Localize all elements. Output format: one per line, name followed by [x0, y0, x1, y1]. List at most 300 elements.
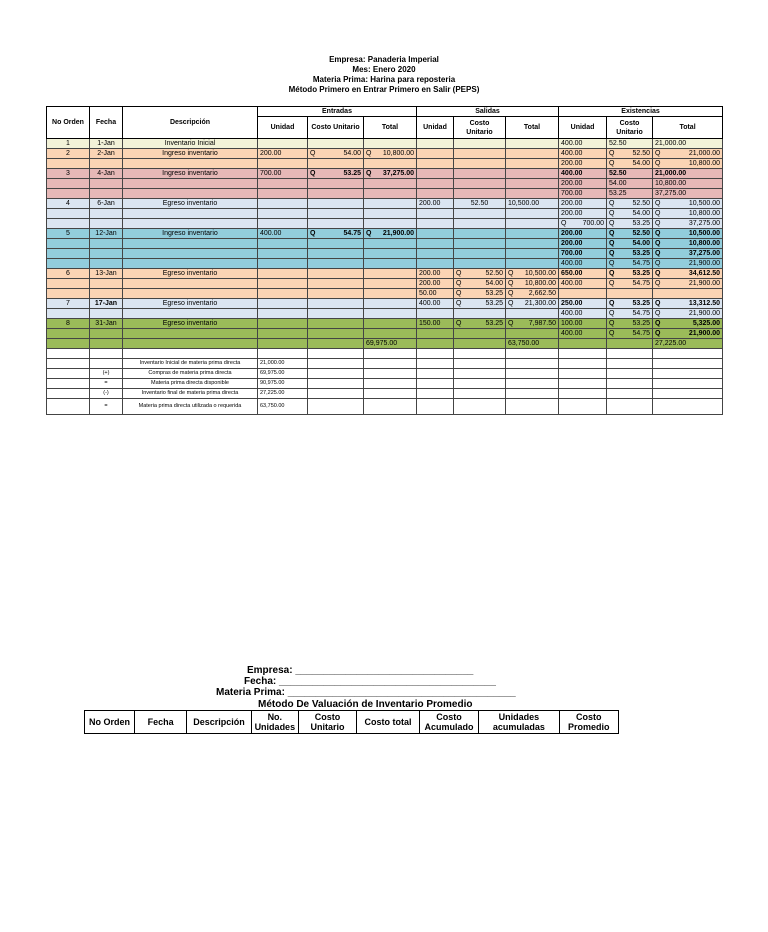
cell-existencias-total: [653, 319, 723, 329]
table-row: [47, 179, 723, 189]
existencias-unidad-value: 200.00: [561, 200, 583, 207]
cell-existencias-costo-value: 53.25: [632, 270, 651, 277]
existencias-unidad-value: 200.00: [561, 240, 583, 247]
no-orden-value: 4: [66, 200, 70, 207]
cell-no-orden: [47, 169, 90, 179]
cell-salidas-unidad: [417, 299, 454, 309]
summary-empty: [417, 389, 454, 399]
cell-entradas-unidad: [258, 179, 308, 189]
cell-existencias-total-value: 10,800.00: [688, 210, 721, 217]
cell-salidas-unidad: [417, 159, 454, 169]
cell-entradas-costo: [308, 189, 364, 199]
cell-existencias-total-value: 21,000.00: [655, 170, 687, 177]
cell-existencias-costo-value: 53.25: [609, 190, 627, 197]
cell-existencias-total-value: 37,275.00: [688, 220, 721, 227]
cell-salidas-unidad: [417, 149, 454, 159]
cell-existencias-costo-value: 52.50: [632, 230, 651, 237]
table-row: [47, 149, 723, 159]
cell-existencias-unidad: [559, 249, 607, 259]
col-entradas-total: Total: [364, 117, 417, 139]
cell-existencias-total-value: 10,500.00: [688, 200, 721, 207]
form-materia: Materia Prima: _________________________________________: [216, 687, 516, 698]
table-row: [47, 279, 723, 289]
cell-existencias-costo: [607, 199, 653, 209]
cell-salidas-unidad: [417, 209, 454, 219]
cell-existencias-costo: [607, 249, 653, 259]
cell-salidas-total: [506, 319, 559, 329]
cell-existencias-costo-value: 53.25: [632, 300, 651, 307]
cell-existencias-unidad: [559, 189, 607, 199]
existencias-unidad-value: 200.00: [561, 180, 583, 187]
existencias-unidad-value: 250.00: [561, 300, 583, 307]
cell-salidas-total: [506, 299, 559, 309]
no-orden-value: 7: [66, 300, 70, 307]
cell-entradas-unidad: [258, 289, 308, 299]
cell-existencias-costo-currency: Q: [609, 320, 615, 327]
summary-empty: [607, 379, 653, 389]
cell-entradas-total: [364, 209, 417, 219]
cell-salidas-unidad: [417, 339, 454, 349]
cell-salidas-unidad: [417, 269, 454, 279]
cell-existencias-total-currency: Q: [655, 250, 661, 257]
summary-label: [123, 379, 258, 389]
existencias-unidad-value: 700.00: [582, 220, 605, 227]
fecha-value: 31-Jan: [95, 320, 117, 327]
cell-entradas-total: [364, 219, 417, 229]
cell-entradas-total: [364, 319, 417, 329]
summary-row: [47, 399, 723, 415]
existencias-unidad-value: 400.00: [561, 310, 583, 317]
cell-entradas-costo: [308, 139, 364, 149]
table-row: [47, 139, 723, 149]
cell-salidas-total: [506, 339, 559, 349]
cell-existencias-costo-currency: Q: [609, 250, 615, 257]
summary-blank: [47, 369, 90, 379]
cell-entradas-unidad: [258, 309, 308, 319]
cell-entradas-unidad: [258, 199, 308, 209]
cell-salidas-total: [506, 309, 559, 319]
cell-descripcion: [123, 299, 258, 309]
cell-salidas-total-value: 10,500.00: [524, 270, 557, 277]
summary-empty: [607, 349, 653, 359]
summary-sign-value: =: [104, 380, 108, 386]
cell-salidas-costo-value: 54.00: [485, 280, 503, 287]
cell-existencias-total: [653, 189, 723, 199]
table-row: [47, 229, 723, 239]
cell-salidas-unidad: [417, 139, 454, 149]
table-row: [47, 249, 723, 259]
cell-salidas-costo: [454, 299, 506, 309]
cell-salidas-total: [506, 279, 559, 289]
summary-blank: [47, 399, 90, 415]
cell-fecha: [90, 309, 123, 319]
cell-existencias-costo-currency: Q: [609, 200, 615, 207]
summary-value: [258, 359, 308, 369]
cell-existencias-total: [653, 169, 723, 179]
col-fecha: Fecha: [90, 107, 123, 139]
salidas-unidad-value: 50.00: [419, 290, 437, 297]
cell-existencias-total: [653, 209, 723, 219]
cell-fecha: [90, 329, 123, 339]
table-row: [47, 299, 723, 309]
cell-descripcion: [123, 219, 258, 229]
promedio-col-header: Fecha: [135, 711, 187, 734]
cell-entradas-costo: [308, 219, 364, 229]
summary-label: [123, 369, 258, 379]
cell-entradas-costo: [308, 339, 364, 349]
cell-existencias-unidad: [559, 329, 607, 339]
existencias-unidad-currency: Q: [561, 220, 567, 227]
cell-no-orden: [47, 259, 90, 269]
cell-existencias-unidad: [559, 229, 607, 239]
cell-fecha: [90, 279, 123, 289]
cell-entradas-total: [364, 339, 417, 349]
fecha-value: 4-Jan: [97, 170, 115, 177]
cell-salidas-total: [506, 249, 559, 259]
summary-amount-value: 27,225.00: [260, 390, 285, 396]
cell-no-orden: [47, 329, 90, 339]
summary-empty: [417, 349, 454, 359]
summary-empty: [417, 359, 454, 369]
cell-existencias-costo-value: 52.50: [632, 150, 651, 157]
table-row: [47, 219, 723, 229]
descripcion-value: Ingreso inventario: [162, 150, 218, 157]
cell-existencias-total: [653, 329, 723, 339]
cell-salidas-total-currency: Q: [508, 300, 514, 307]
summary-empty: [417, 369, 454, 379]
cell-no-orden: [47, 239, 90, 249]
cell-salidas-costo: [454, 229, 506, 239]
cell-salidas-costo: [454, 249, 506, 259]
cell-existencias-total-currency: Q: [655, 210, 661, 217]
cell-salidas-costo-value: 53.25: [485, 290, 503, 297]
cell-descripcion: [123, 239, 258, 249]
cell-entradas-total: [364, 229, 417, 239]
cell-salidas-total: [506, 169, 559, 179]
cell-existencias-costo-value: 54.00: [632, 240, 651, 247]
cell-descripcion: [123, 319, 258, 329]
cell-salidas-costo: [454, 189, 506, 199]
summary-empty: [559, 359, 607, 369]
group-existencias: Existencias: [559, 107, 723, 117]
cell-existencias-costo-value: 53.25: [632, 320, 651, 327]
cell-salidas-unidad: [417, 239, 454, 249]
cell-salidas-total-currency: Q: [508, 290, 514, 297]
cell-existencias-costo-currency: Q: [609, 330, 615, 337]
cell-salidas-costo-currency: Q: [456, 280, 462, 287]
peps-inventory-table: [46, 106, 723, 415]
cell-fecha: [90, 139, 123, 149]
summary-empty: [364, 379, 417, 389]
summary-empty: [559, 389, 607, 399]
cell-existencias-total-currency: Q: [655, 160, 661, 167]
cell-salidas-unidad: [417, 229, 454, 239]
summary-empty: [364, 399, 417, 415]
cell-existencias-total-currency: Q: [655, 150, 661, 157]
promedio-col-header: No. Unidades: [251, 711, 298, 734]
cell-fecha: [90, 319, 123, 329]
cell-existencias-total-value: 21,000.00: [688, 150, 721, 157]
summary-empty: [607, 399, 653, 415]
group-salidas: Salidas: [417, 107, 559, 117]
cell-existencias-costo: [607, 209, 653, 219]
cell-fecha: [90, 199, 123, 209]
cell-salidas-costo: [454, 219, 506, 229]
summary-label-value: Inventario final de materia prima directa: [141, 390, 239, 396]
cell-descripcion: [123, 309, 258, 319]
cell-existencias-total-value: 34,612.50: [688, 270, 721, 277]
cell-existencias-total: [653, 219, 723, 229]
summary-amount-value: 69,975.00: [260, 370, 285, 376]
existencias-unidad-value: 400.00: [561, 330, 583, 337]
summary-empty: [653, 379, 723, 389]
cell-existencias-costo: [607, 189, 653, 199]
cell-existencias-total: [653, 199, 723, 209]
cell-no-orden: [47, 299, 90, 309]
cell-existencias-costo: [607, 229, 653, 239]
cell-existencias-total: [653, 339, 723, 349]
cell-existencias-total-value: 5,325.00: [692, 320, 721, 327]
summary-blank: [47, 349, 90, 359]
cell-entradas-costo: [308, 229, 364, 239]
form-metodo: Método De Valuación de Inventario Promedio: [258, 699, 473, 710]
cell-existencias-total: [653, 149, 723, 159]
cell-entradas-unidad: [258, 139, 308, 149]
cell-no-orden: [47, 209, 90, 219]
cell-existencias-costo-value: 54.75: [632, 260, 651, 267]
cell-salidas-total: [506, 289, 559, 299]
cell-existencias-costo: [607, 179, 653, 189]
cell-entradas-unidad: [258, 259, 308, 269]
cell-fecha: [90, 149, 123, 159]
existencias-unidad-value: 200.00: [561, 210, 583, 217]
cell-existencias-total-value: 21,900.00: [688, 310, 721, 317]
cell-fecha: [90, 229, 123, 239]
col-no-orden: No Orden: [47, 107, 90, 139]
summary-empty: [308, 349, 364, 359]
cell-existencias-total-value: 37,275.00: [688, 250, 721, 257]
cell-no-orden: [47, 339, 90, 349]
existencias-unidad-value: 700.00: [561, 190, 583, 197]
summary-empty: [454, 349, 506, 359]
summary-empty: [364, 369, 417, 379]
cell-salidas-costo: [454, 209, 506, 219]
summary-blank: [47, 379, 90, 389]
cell-entradas-total: [364, 259, 417, 269]
cell-existencias-costo-value: 52.50: [609, 140, 627, 147]
entradas-unidad-value: 200.00: [260, 150, 282, 157]
cell-existencias-total: [653, 289, 723, 299]
table-row: [47, 159, 723, 169]
cell-existencias-total-currency: Q: [655, 230, 661, 237]
cell-no-orden: [47, 269, 90, 279]
cell-no-orden: [47, 199, 90, 209]
cell-descripcion: [123, 189, 258, 199]
cell-entradas-costo: [308, 289, 364, 299]
promedio-col-header: Costo Unitario: [298, 711, 356, 734]
cell-fecha: [90, 189, 123, 199]
summary-value: [258, 399, 308, 415]
cell-no-orden: [47, 229, 90, 239]
existencias-unidad-value: 200.00: [561, 160, 583, 167]
cell-descripcion: [123, 209, 258, 219]
promedio-col-header: Descripción: [187, 711, 252, 734]
cell-entradas-total: [364, 269, 417, 279]
summary-sign: [90, 359, 123, 369]
summary-label: [123, 359, 258, 369]
cell-existencias-total-value: 21,900.00: [688, 260, 721, 267]
cell-salidas-costo-value: 52.50: [470, 200, 489, 207]
cell-existencias-costo-value: 52.50: [609, 170, 627, 177]
summary-empty: [506, 399, 559, 415]
cell-salidas-total-value: 10,800.00: [524, 280, 557, 287]
summary-empty: [607, 389, 653, 399]
summary-empty: [308, 369, 364, 379]
cell-existencias-costo: [607, 239, 653, 249]
promedio-template-table: [84, 710, 619, 734]
cell-existencias-costo: [607, 339, 653, 349]
table-row: [47, 259, 723, 269]
cell-existencias-total-value: 37,275.00: [655, 190, 687, 197]
cell-existencias-total: [653, 309, 723, 319]
cell-entradas-unidad: [258, 239, 308, 249]
cell-salidas-total-value: 10,500.00: [508, 200, 540, 207]
cell-salidas-total-value: 21,300.00: [524, 300, 557, 307]
descripcion-value: Egreso inventario: [162, 320, 218, 327]
cell-salidas-costo: [454, 259, 506, 269]
summary-empty: [559, 369, 607, 379]
cell-salidas-total: [506, 139, 559, 149]
cell-existencias-unidad: [559, 219, 607, 229]
cell-existencias-total: [653, 279, 723, 289]
cell-existencias-unidad: [559, 339, 607, 349]
summary-sign-value: =: [104, 403, 108, 409]
summary-empty: [364, 389, 417, 399]
summary-empty: [653, 399, 723, 415]
cell-entradas-unidad: [258, 229, 308, 239]
cell-entradas-costo: [308, 309, 364, 319]
cell-existencias-total: [653, 249, 723, 259]
cell-existencias-costo: [607, 259, 653, 269]
cell-entradas-unidad: [258, 189, 308, 199]
cell-salidas-total: [506, 159, 559, 169]
summary-label: [123, 389, 258, 399]
existencias-unidad-value: 100.00: [561, 320, 583, 327]
table-row: [47, 239, 723, 249]
descripcion-value: Ingreso inventario: [162, 230, 218, 237]
cell-fecha: [90, 159, 123, 169]
cell-existencias-unidad: [559, 139, 607, 149]
cell-entradas-total: [364, 169, 417, 179]
summary-label-value: Compras de materia prima directa: [148, 370, 232, 376]
cell-salidas-costo: [454, 179, 506, 189]
fecha-value: 2-Jan: [97, 150, 115, 157]
summary-empty: [506, 389, 559, 399]
cell-fecha: [90, 259, 123, 269]
cell-no-orden: [47, 289, 90, 299]
cell-no-orden: [47, 179, 90, 189]
cell-entradas-unidad: [258, 269, 308, 279]
cell-descripcion: [123, 329, 258, 339]
summary-amount-value: 21,000.00: [260, 360, 285, 366]
cell-entradas-unidad: [258, 149, 308, 159]
promedio-col-header: No Orden: [85, 711, 135, 734]
cell-descripcion: [123, 269, 258, 279]
table-row: [47, 199, 723, 209]
cell-descripcion: [123, 279, 258, 289]
summary-empty: [454, 399, 506, 415]
cell-salidas-costo-currency: Q: [456, 320, 462, 327]
cell-existencias-costo-currency: Q: [609, 160, 615, 167]
table-row: [47, 289, 723, 299]
col-entradas-unidad: Unidad: [258, 117, 308, 139]
cell-salidas-total-currency: Q: [508, 270, 514, 277]
cell-existencias-unidad: [559, 269, 607, 279]
cell-entradas-unidad: [258, 339, 308, 349]
no-orden-value: 1: [66, 140, 70, 147]
cell-salidas-costo-currency: Q: [456, 300, 462, 307]
cell-salidas-total: [506, 229, 559, 239]
cell-salidas-unidad: [417, 289, 454, 299]
summary-empty: [506, 349, 559, 359]
cell-entradas-costo-value: 54.00: [343, 150, 361, 157]
summary-empty: [607, 359, 653, 369]
cell-entradas-total: [364, 149, 417, 159]
cell-existencias-total-currency: Q: [655, 300, 661, 307]
cell-existencias-costo-currency: Q: [609, 280, 615, 287]
summary-empty: [454, 379, 506, 389]
cell-entradas-costo: [308, 179, 364, 189]
cell-fecha: [90, 239, 123, 249]
material-title: Materia Prima: Harina para reposteria: [312, 75, 456, 84]
summary-empty: [506, 369, 559, 379]
cell-entradas-total: [364, 289, 417, 299]
cell-entradas-unidad: [258, 299, 308, 309]
cell-descripcion: [123, 159, 258, 169]
col-entradas-costo: Costo Unitario: [308, 117, 364, 139]
entradas-unidad-value: 400.00: [260, 230, 282, 237]
cell-salidas-total-value: 7,987.50: [528, 320, 557, 327]
cell-descripcion: [123, 139, 258, 149]
cell-no-orden: [47, 319, 90, 329]
cell-fecha: [90, 249, 123, 259]
summary-amount-value: 90,975.00: [260, 380, 285, 386]
cell-entradas-costo-value: 53.25: [343, 170, 361, 177]
summary-empty: [559, 399, 607, 415]
cell-existencias-costo: [607, 159, 653, 169]
existencias-unidad-value: 400.00: [561, 260, 583, 267]
cell-no-orden: [47, 149, 90, 159]
cell-entradas-total-value: 69,975.00: [366, 340, 398, 347]
col-existencias-unidad: Unidad: [559, 117, 607, 139]
col-salidas-unidad: Unidad: [417, 117, 454, 139]
cell-existencias-total-value: 10,800.00: [688, 240, 721, 247]
cell-existencias-costo-currency: Q: [609, 150, 615, 157]
summary-empty: [559, 379, 607, 389]
no-orden-value: 3: [66, 170, 70, 177]
cell-existencias-total-currency: Q: [655, 240, 661, 247]
cell-entradas-unidad: [258, 159, 308, 169]
cell-existencias-costo-value: 54.00: [632, 160, 651, 167]
promedio-col-header: Costo total: [357, 711, 420, 734]
cell-entradas-total-currency: Q: [366, 170, 372, 177]
table-row: [47, 319, 723, 329]
descripcion-value: Egreso inventario: [162, 200, 218, 207]
cell-salidas-costo: [454, 199, 506, 209]
cell-fecha: [90, 339, 123, 349]
cell-existencias-total-currency: Q: [655, 310, 661, 317]
cell-descripcion: [123, 199, 258, 209]
